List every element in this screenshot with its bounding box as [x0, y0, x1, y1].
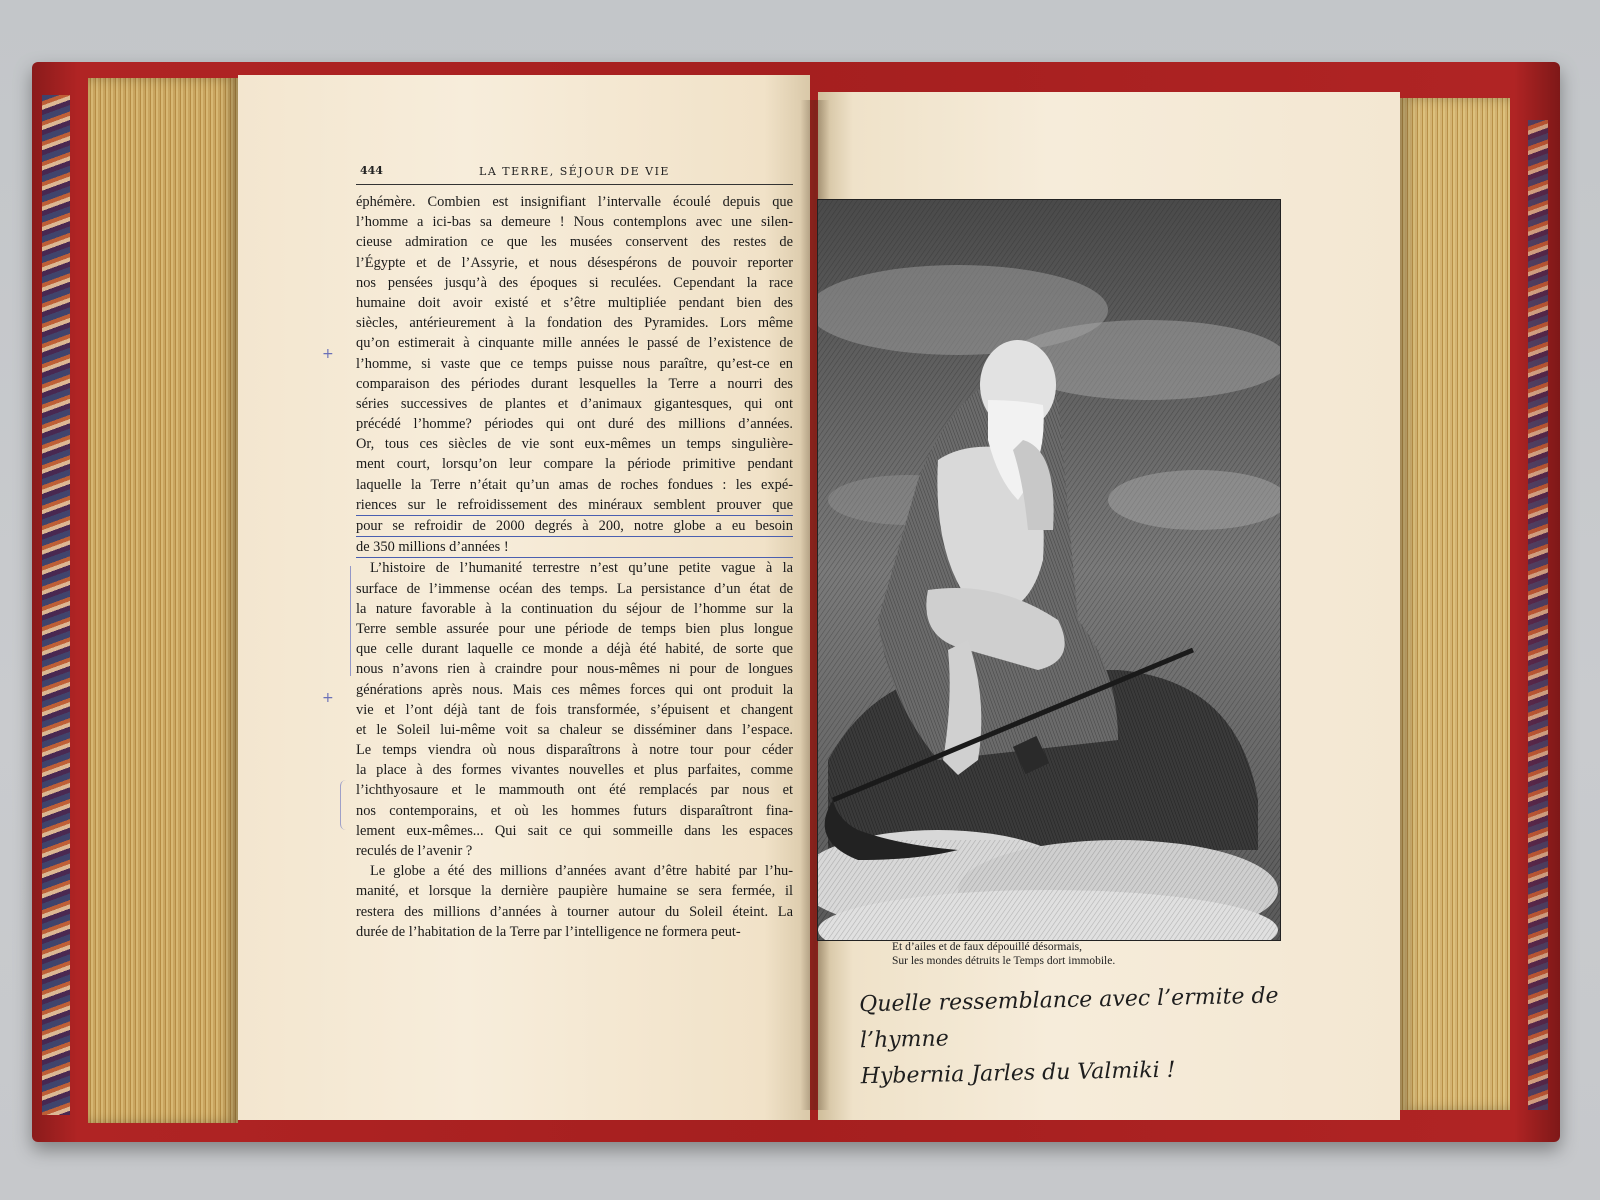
pencil-bracket — [340, 780, 349, 830]
text-line: l’ichthyosaure et le mammouth ont été remplacés par nous et — [356, 782, 793, 799]
gilt-page-edge-left — [88, 78, 238, 1123]
text-line: que celle durant laquelle ce monde a déjà été habité, de sorte que — [356, 641, 793, 658]
marbled-endpaper-right — [1528, 120, 1548, 1110]
father-time-engraving — [818, 200, 1280, 940]
text-line: nous n’avons rien à craindre pour nous-mêmes ni pour de longues — [356, 661, 793, 678]
text-line: pour se refroidir de 2000 degrés à 200, notre globe a eu besoin — [356, 516, 793, 537]
text-line: vie et l’ont déjà tant de fois transformée, s’épuisent et changent — [356, 701, 793, 718]
text-line: siècles, antérieurement à la fondation des Pyramides. Lors même — [356, 315, 793, 332]
text-line: riences sur le refroidissement des minéraux semblent prouver que — [356, 495, 793, 516]
text-line: Terre semble assurée pour une période de temps bien plus longue — [356, 620, 793, 637]
text-line: la nature favorable à la continuation du séjour de l’homme sur la — [356, 600, 793, 617]
text-line: qu’on estimerait à cinquante mille années le passé de l’existence de — [356, 335, 793, 352]
pencil-mark: + — [322, 690, 334, 706]
text-line: la place à des formes vivantes nouvelles et plus parfaites, comme — [356, 762, 793, 779]
text-line: ment court, lorsqu’on leur compare la période primitive pendant — [356, 456, 793, 473]
text-line: éphémère. Combien est insignifiant l’intervalle écoulé depuis que — [356, 194, 793, 210]
handwritten-note — [859, 977, 1361, 1095]
gilt-page-edge-right — [1400, 98, 1510, 1110]
caption-line: Sur les mondes détruits le Temps dort immobile. — [892, 955, 1116, 967]
text-line: nos pensées jusqu’à des époques si reculées. Cependant la race — [356, 274, 793, 291]
text-line: lement eux-mêmes... Qui sait ce qui sommeille dans les espaces — [356, 822, 793, 839]
text-line: reculés de l’avenir ? — [356, 843, 473, 859]
text-line: comparaison des périodes durant lesquelles la Terre a nourri des — [356, 375, 793, 392]
engraving-illustration — [818, 200, 1280, 940]
text-line: Le globe a été des millions d’années avant d’être habité par l’hu- — [370, 863, 793, 880]
page-number: 444 — [360, 164, 383, 177]
running-title: LA TERRE, SÉJOUR DE VIE — [479, 165, 670, 178]
text-line: l’homme, si vaste que ce temps puisse nous paraître, qu’est-ce en — [356, 355, 793, 372]
caption-line: Et d’ailes et de faux dépouillé désormais, — [892, 941, 1083, 953]
text-line: séries successives de plantes et d’animaux gigantesques, qui ont — [356, 395, 793, 412]
text-line: cieuse admiration ce que les musées conservent des restes de — [356, 234, 793, 251]
text-line: Le temps viendra où nous disparaîtrons à notre tour pour céder — [356, 742, 793, 759]
marbled-endpaper-left — [42, 95, 70, 1115]
text-line: et le Soleil lui-même voit sa chaleur se disséminer dans l’espace. — [356, 721, 793, 738]
running-head — [356, 160, 793, 185]
text-line: Or, tous ces siècles de vie sont eux-mêmes un temps singulière- — [356, 436, 793, 453]
text-line: durée de l’habitation de la Terre par l’intelligence ne formera peut- — [356, 923, 741, 940]
illustration-caption — [892, 940, 1182, 968]
text-line: l’Égypte et de l’Assyrie, et nous désespérons de pouvoir reporter — [356, 254, 793, 271]
handwritten-line: Quelle ressemblance avec l’ermite de l’hymne — [859, 983, 1279, 1054]
handwritten-line: Hybernia Jarles du Valmiki ! — [860, 1057, 1176, 1090]
pencil-mark: + — [322, 346, 334, 362]
text-line: manité, et lorsque la dernière paupière humaine se sera fermée, il — [356, 883, 793, 900]
text-line: L’histoire de l’humanité terrestre n’est qu’une petite vague à la — [370, 560, 793, 577]
text-line: générations après nous. Mais ces mêmes forces qui ont produit la — [356, 681, 793, 698]
text-line: nos contemporains, et où les hommes futurs disparaîtront fina- — [356, 802, 793, 819]
text-line: humaine doit avoir existé et s’être multipliée pendant bien des — [356, 294, 793, 311]
text-line: restera des millions d’années à tourner autour du Soleil éteint. La — [356, 903, 793, 920]
text-line: précédé l’homme? périodes qui ont duré des millions d’années. — [356, 416, 793, 433]
pencil-bracket — [350, 566, 359, 676]
text-line: de 350 millions d’années ! — [356, 537, 793, 558]
text-line: l’homme a ici-bas sa demeure ! Nous contemplons avec une silen- — [356, 214, 793, 231]
body-text — [356, 192, 793, 942]
text-line: surface de l’immense océan des temps. La persistance d’un état de — [356, 580, 793, 597]
text-line: laquelle la Terre n’était qu’un amas de roches fondues : les expé- — [356, 476, 793, 493]
